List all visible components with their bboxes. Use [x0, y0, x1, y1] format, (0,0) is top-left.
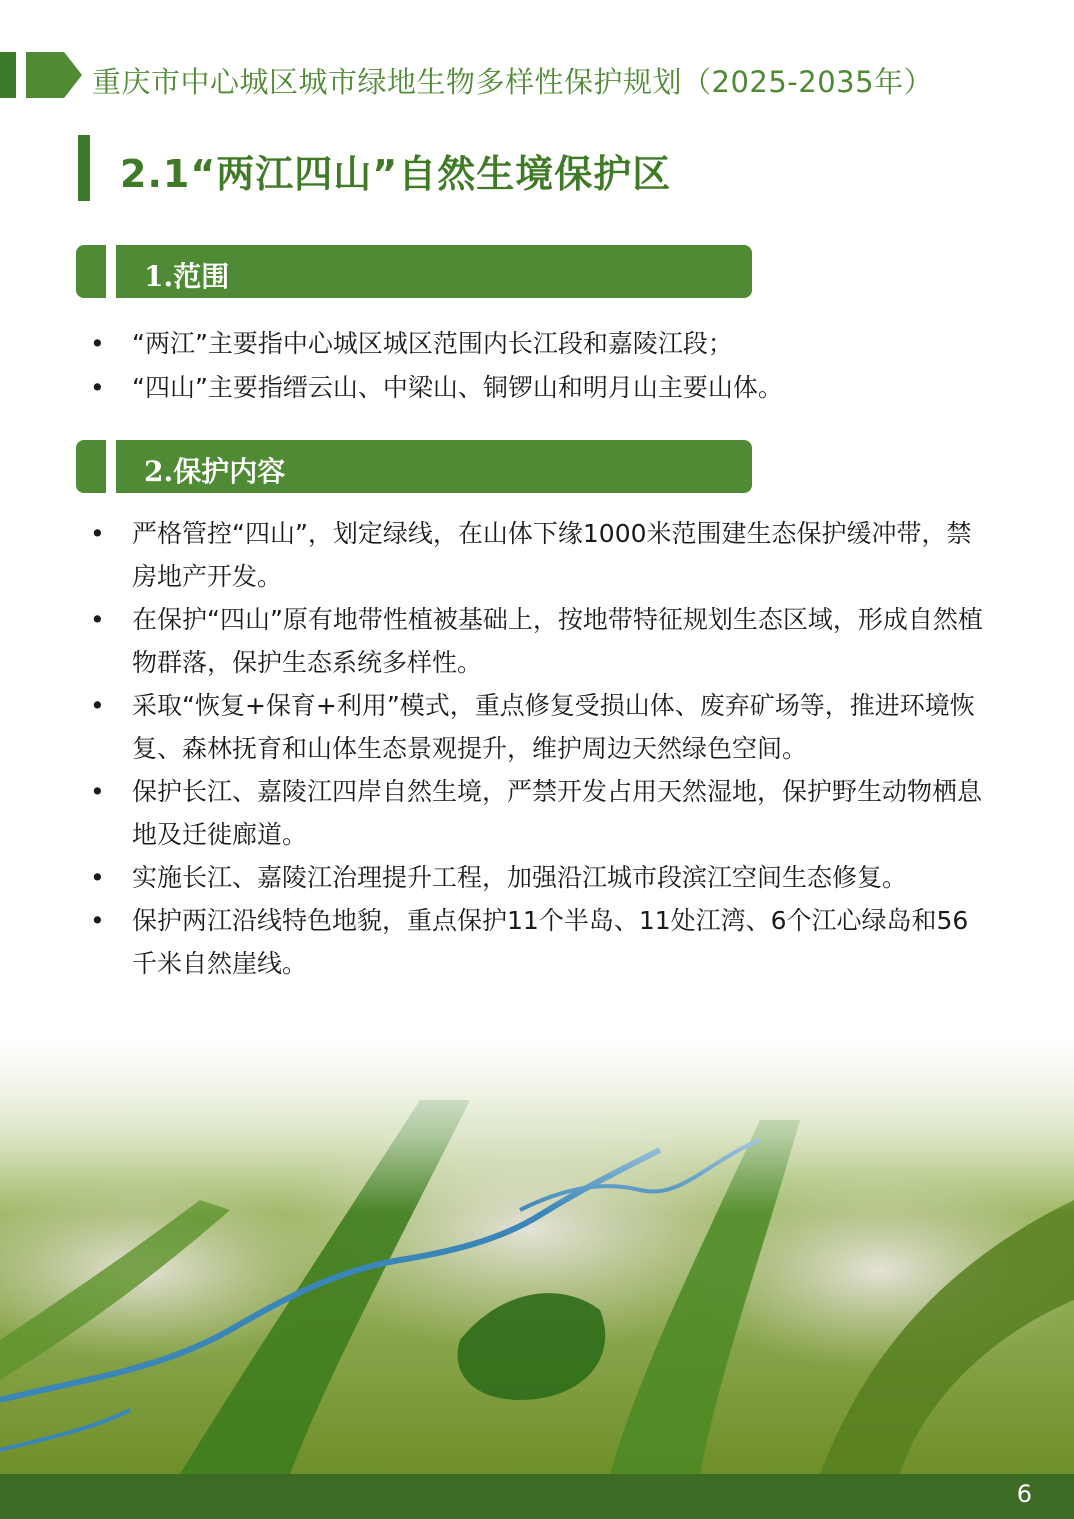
list-item: • 保护长江、嘉陵江四岸自然生境，严禁开发占用天然湿地，保护野生动物栖息地及迁徙廊道。: [90, 770, 990, 856]
list-item: • “两江”主要指中心城区城区范围内长江段和嘉陵江段；: [90, 322, 990, 366]
list-item: • 保护两江沿线特色地貌，重点保护11个半岛、11处江湾、6个江心绿岛和56千米自然崖线。: [90, 899, 990, 985]
list-item: • 严格管控“四山”，划定绿线，在山体下缘1000米范围建生态保护缓冲带，禁房地产开发。: [90, 512, 990, 598]
subsection-tab-left: [76, 440, 106, 493]
section-title: 2.1“两江四山”自然生境保护区: [120, 152, 672, 196]
page-number: 6: [1016, 1480, 1032, 1508]
subsection-header-scope: [76, 245, 752, 298]
page-footer: [0, 1474, 1074, 1519]
list-item: • 在保护“四山”原有地带性植被基础上，按地带特征规划生态区域，形成自然植物群落，保护生态系统多样性。: [90, 598, 990, 684]
aerial-landscape-illustration: [0, 1040, 1074, 1474]
section-accent-bar: [78, 135, 90, 201]
subsection-tab-left: [76, 245, 106, 298]
protection-bullet-list: [90, 512, 990, 985]
scope-bullet-list: [90, 322, 990, 410]
aerial-landscape-image: [0, 1040, 1074, 1474]
header-chevron-icon: [26, 52, 82, 98]
list-item: • 实施长江、嘉陵江治理提升工程，加强沿江城市段滨江空间生态修复。: [90, 856, 990, 899]
list-item: • 采取“恢复+保育+利用”模式，重点修复受损山体、废弃矿场等，推进环境恢复、森林抚育和山体生态景观提升，维护周边天然绿色空间。: [90, 684, 990, 770]
subsection-title: 2.保护内容: [144, 455, 286, 488]
subsection-header-protection: [76, 440, 752, 493]
subsection-title: 1.范围: [144, 260, 230, 293]
document-title: 重庆市中心城区城市绿地生物多样性保护规划（2025-2035年）: [92, 65, 934, 99]
header-accent-bar: [0, 52, 16, 98]
list-item: • “四山”主要指缙云山、中梁山、铜锣山和明月山主要山体。: [90, 366, 990, 410]
